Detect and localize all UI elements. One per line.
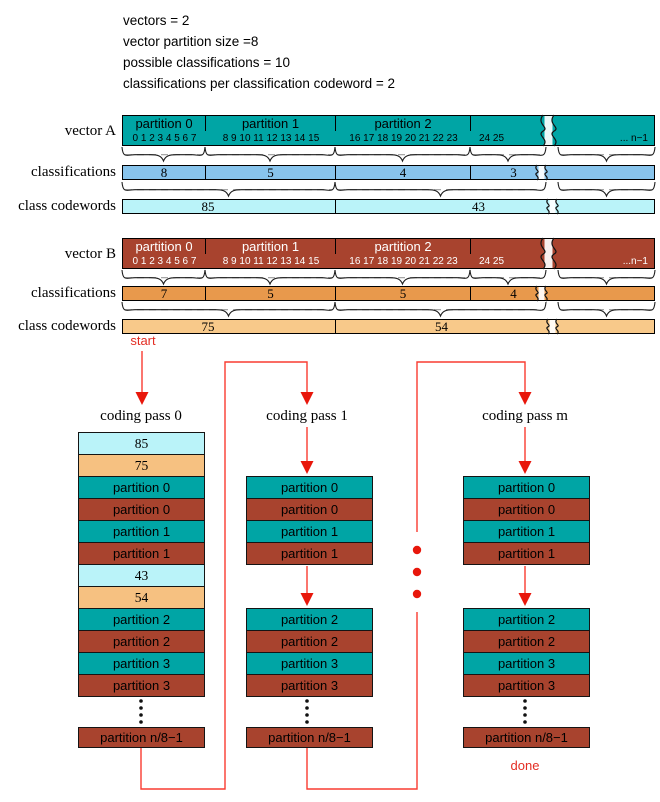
codeword-value: 54 — [435, 319, 448, 334]
vector-b-label: vector B — [64, 246, 116, 262]
ellipsis-dot — [523, 720, 527, 724]
stack-box: partition 1 — [463, 520, 590, 543]
flow-line — [417, 362, 525, 532]
done-label: done — [510, 758, 540, 773]
ellipsis-dot — [523, 706, 527, 710]
stack-box: partition 1 — [78, 520, 205, 543]
partition-label: partition 0 — [123, 116, 206, 131]
curly-brace — [122, 302, 335, 316]
curly-brace — [335, 270, 470, 284]
stack-box: partition 1 — [463, 542, 590, 565]
coding-pass-m-label: coding pass m — [482, 408, 568, 424]
curly-brace — [122, 147, 205, 161]
curly-brace — [122, 270, 205, 284]
stack-box: partition n/8−1 — [246, 727, 373, 748]
ellipsis-dot — [305, 713, 309, 717]
parameter-line: classifications per classification codeword = 2 — [123, 76, 396, 91]
classification-value: 8 — [123, 166, 206, 179]
classification-value: 4 — [510, 286, 517, 301]
ellipsis-dot — [139, 699, 143, 703]
index-group: 24 25 — [479, 256, 505, 267]
vector-a-label: vector A — [64, 123, 116, 139]
stack-box: partition 2 — [78, 630, 205, 653]
index-group: 8 9 10 11 12 13 14 15 — [222, 256, 320, 267]
break-squiggle — [556, 199, 558, 214]
index-group: 24 25 — [479, 133, 505, 144]
break-squiggle — [536, 286, 538, 301]
curly-brace — [335, 182, 546, 196]
stack-box: partition 3 — [463, 652, 590, 675]
curly-brace — [470, 270, 546, 284]
stack-box: partition 0 — [246, 498, 373, 521]
stack-box: partition 1 — [246, 542, 373, 565]
break-gap — [550, 200, 556, 213]
stack-box: partition 3 — [78, 652, 205, 675]
tail-label: ... n−1 — [619, 133, 648, 144]
tail-label: ...n−1 — [622, 256, 648, 267]
curly-brace — [335, 147, 470, 161]
break-squiggle — [536, 165, 538, 180]
arrowhead — [136, 392, 149, 405]
classifications-a-label: classifications — [31, 164, 116, 180]
arrowhead — [301, 392, 314, 405]
ellipsis-dot — [139, 713, 143, 717]
break-squiggle — [556, 319, 558, 334]
index-group: 16 17 18 19 20 21 22 23 — [349, 133, 458, 144]
break-squiggle — [547, 319, 549, 334]
codeword-value: 43 — [472, 199, 485, 214]
class-codewords-a-label: class codewords — [18, 198, 116, 214]
stack-box: partition n/8−1 — [78, 727, 205, 748]
curly-brace — [558, 270, 655, 284]
curly-brace — [205, 147, 335, 161]
stack-box: partition 3 — [463, 674, 590, 697]
stack-box: 75 — [78, 454, 205, 477]
partition-label: partition 1 — [206, 239, 336, 254]
break-gap — [539, 287, 545, 300]
partition-label: partition 2 — [336, 239, 471, 254]
ellipsis-dot — [139, 706, 143, 710]
stack-box: partition 3 — [78, 674, 205, 697]
stack-box: partition 0 — [78, 498, 205, 521]
stack-box: 54 — [78, 586, 205, 609]
curly-brace — [205, 270, 335, 284]
codeword-value: 75 — [201, 319, 215, 334]
classification-value: 5 — [336, 287, 471, 300]
stack-box: partition n/8−1 — [463, 727, 590, 748]
index-group: 8 9 10 11 12 13 14 15 — [222, 133, 320, 144]
break-squiggle — [541, 115, 545, 146]
arrowhead — [301, 593, 314, 606]
stack-box: partition 2 — [463, 608, 590, 631]
flow-ellipsis-dot — [413, 568, 421, 576]
stack-box: partition 1 — [78, 542, 205, 565]
curly-brace — [558, 302, 655, 316]
ellipsis-dot — [305, 720, 309, 724]
stack-box: partition 0 — [463, 476, 590, 499]
ellipsis-dot — [523, 713, 527, 717]
parameter-line: vectors = 2 — [123, 13, 190, 28]
flow-ellipsis-dot — [413, 590, 421, 598]
partition-label: partition 2 — [336, 116, 471, 131]
arrowhead — [301, 461, 314, 474]
partition-label: partition 0 — [123, 239, 206, 254]
classifications-b-label: classifications — [31, 285, 116, 301]
break-gap — [539, 166, 545, 179]
curly-brace — [558, 147, 655, 161]
break-gap — [550, 320, 556, 333]
coding-pass-0-label: coding pass 0 — [100, 408, 182, 424]
curly-brace — [558, 182, 655, 196]
index-group: 0 1 2 3 4 5 6 7 — [132, 256, 197, 267]
curly-brace — [335, 302, 546, 316]
break-gap — [545, 116, 553, 145]
ellipsis-dot — [305, 699, 309, 703]
ellipsis-dot — [523, 699, 527, 703]
stack-box: partition 3 — [246, 674, 373, 697]
arrowhead — [519, 461, 532, 474]
stack-box: partition 3 — [246, 652, 373, 675]
stack-box: partition 1 — [246, 520, 373, 543]
stack-box: partition 2 — [463, 630, 590, 653]
stack-box: partition 0 — [78, 476, 205, 499]
stack-box: partition 0 — [246, 476, 373, 499]
start-label: start — [130, 333, 156, 348]
break-gap — [545, 239, 553, 268]
index-group: 0 1 2 3 4 5 6 7 — [132, 133, 197, 144]
index-group: 16 17 18 19 20 21 22 23 — [349, 256, 458, 267]
stack-box: partition 2 — [246, 608, 373, 631]
ellipsis-dot — [139, 720, 143, 724]
classification-value: 7 — [123, 287, 206, 300]
stack-box: 43 — [78, 564, 205, 587]
flow-line — [141, 362, 307, 789]
curly-brace — [122, 182, 335, 196]
classification-value: 5 — [206, 287, 336, 300]
classification-value: 5 — [206, 166, 336, 179]
classification-value: 3 — [510, 165, 517, 180]
break-squiggle — [547, 199, 549, 214]
stack-box: 85 — [78, 432, 205, 455]
stack-box: partition 2 — [246, 630, 373, 653]
ellipsis-dot — [305, 706, 309, 710]
arrowhead — [519, 392, 532, 405]
break-squiggle — [545, 286, 547, 301]
coding-pass-1-label: coding pass 1 — [266, 408, 348, 424]
break-squiggle — [541, 238, 545, 269]
partition-label: partition 1 — [206, 116, 336, 131]
stack-box: partition 0 — [463, 498, 590, 521]
break-squiggle — [552, 238, 556, 269]
class-codewords-b-label: class codewords — [18, 318, 116, 334]
classification-value: 4 — [336, 166, 471, 179]
parameter-line: vector partition size =8 — [123, 34, 259, 49]
break-squiggle — [552, 115, 556, 146]
arrowhead — [519, 593, 532, 606]
flow-ellipsis-dot — [413, 546, 421, 554]
flow-line — [307, 612, 417, 789]
curly-brace — [470, 147, 546, 161]
codeword-value: 85 — [201, 199, 215, 214]
break-squiggle — [545, 165, 547, 180]
parameter-line: possible classifications = 10 — [123, 55, 290, 70]
stack-box: partition 2 — [78, 608, 205, 631]
